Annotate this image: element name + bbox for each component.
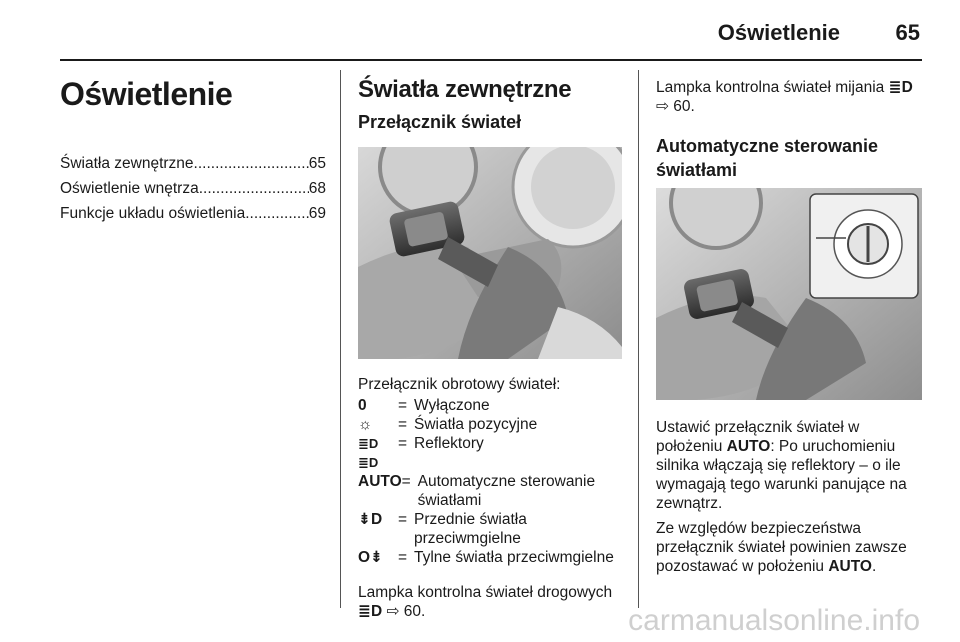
front-fog-light-icon: ⇟D <box>358 511 383 528</box>
column-auto-lights <box>656 70 922 576</box>
high-beam-note: Lampka kontrolna świateł drogowych ≣D ⇨ 60. <box>358 584 613 620</box>
page-number: 65 <box>895 20 920 45</box>
light-switch-illustration <box>358 147 622 359</box>
toc-list <box>60 151 326 226</box>
legend-row: 0 = Wyłączone <box>358 397 490 414</box>
toc-item[interactable]: Oświetlenie wnętrza ..... 68 <box>60 176 326 201</box>
page-reference[interactable]: ⇨ 60. <box>656 98 695 115</box>
low-beam-note: Lampka kontrolna świateł mijania ≣D ⇨ 60. <box>656 79 913 115</box>
auto-label: AUTO <box>726 438 771 455</box>
legend-row: ☼ = Światła pozycyjne <box>358 416 538 433</box>
safety-note: Ze względów bezpieczeństwa przełącznik świateł powinien zawsze pozostawać w położeniu AUTO. <box>656 520 907 575</box>
header-rule <box>60 59 922 61</box>
chapter-title: Oświetlenie <box>60 76 233 112</box>
column-divider-left <box>340 70 341 608</box>
legend-row: O⇟ = Tylne światła przeciwmgielne <box>358 549 614 566</box>
auto-symbol: AUTO <box>358 473 402 490</box>
toc-item[interactable]: Funkcje układu oświetlenia ..... 69 <box>60 201 326 226</box>
toc-leader <box>245 201 309 226</box>
section-heading: Światła zewnętrzne <box>358 76 572 103</box>
auto-lights-heading: Automatyczne sterowanie światłami <box>656 136 879 180</box>
headlight-icon: ≣D ≣D <box>358 436 379 470</box>
high-beam-icon: ≣D <box>358 603 383 620</box>
subsection-heading: Przełącznik świateł <box>358 112 522 132</box>
light-switch-photo <box>358 147 622 359</box>
switch-legend <box>358 396 622 567</box>
column-divider-right <box>638 70 639 608</box>
toc-leader <box>199 176 309 201</box>
parking-light-icon: ☼ <box>358 416 373 433</box>
column-toc <box>60 70 326 226</box>
page-header <box>0 0 960 62</box>
page-reference[interactable]: ⇨ 60. <box>386 603 426 620</box>
legend-row: AUTO = Automatyczne sterowanie światłami <box>358 473 596 509</box>
auto-switch-photo <box>656 188 922 400</box>
legend-row: ≣D ≣D = Reflektory <box>358 435 484 470</box>
column-light-switch <box>358 70 622 621</box>
auto-label: AUTO <box>828 558 872 575</box>
toc-leader <box>194 151 309 176</box>
switch-intro: Przełącznik obrotowy świateł: <box>358 376 561 393</box>
low-beam-icon: ≣D <box>888 79 913 96</box>
auto-instruction: Ustawić przełącznik świateł w położeniu AUTO: Po uruchomieniu silnika włączają się reflektory – o ile wymagają tego warunki panujące na zewnątrz. <box>656 419 907 512</box>
watermark: carmanualsonline.info <box>628 604 920 637</box>
toc-item[interactable]: Światła zewnętrzne ..... 65 <box>60 151 326 176</box>
auto-switch-illustration <box>656 188 922 400</box>
off-symbol: 0 <box>358 397 367 414</box>
legend-row: ⇟D = Przednie światła przeciwmgielne <box>358 511 527 547</box>
rear-fog-light-icon: O⇟ <box>358 549 384 566</box>
header-title: Oświetlenie <box>717 20 840 45</box>
